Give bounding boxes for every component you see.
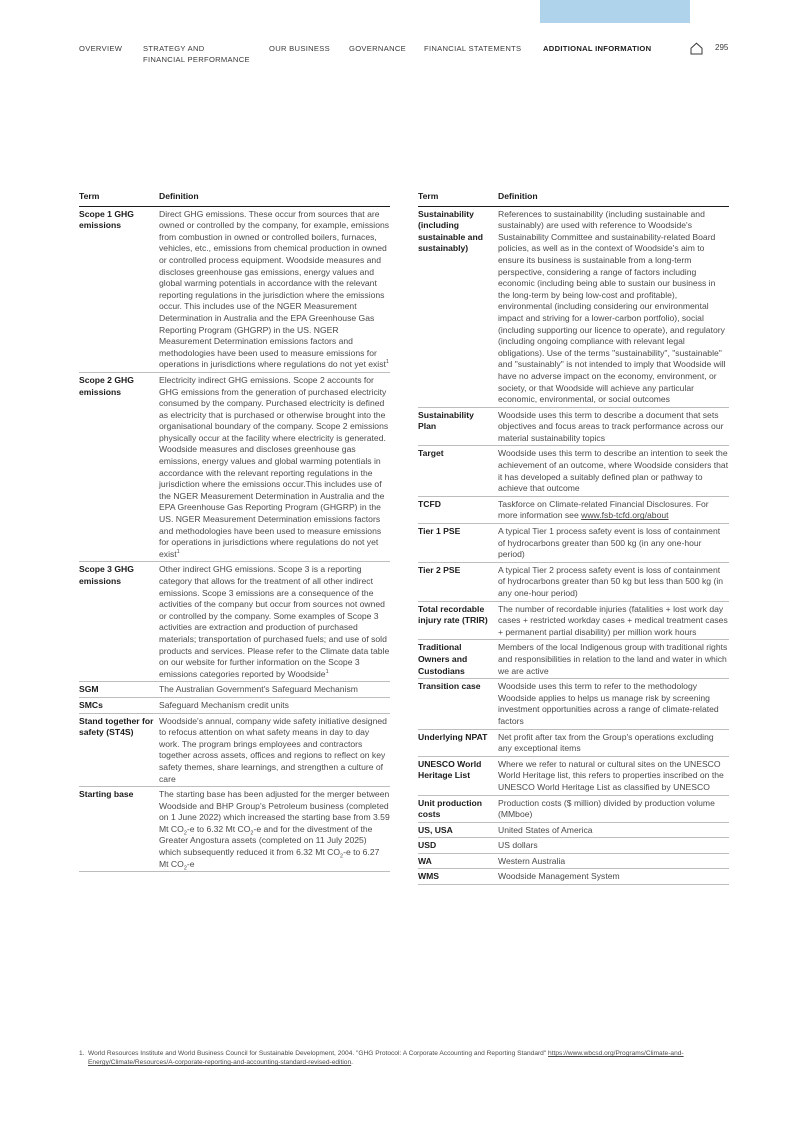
glossary-row	[418, 679, 729, 729]
glossary-term: US, USA	[418, 822, 498, 838]
glossary-definition: Direct GHG emissions. These occur from sources that are owned or controlled by the company, for example, emissions from combustion in owned or controlled boilers, furnaces, vehicles, etc., emissions from chemical production in owned or controlled process equipment. Woodside measures and discloses greenhouse gas emissions, energy values and global warming potentials in accordance with the relevant reporting regulations in the jurisdiction where the emissions occur. This includes use of the NGER Measurement Determination in Australia and the EPA Greenhouse Gas Reporting Program (GHGRP) in the US. NGER Measurement Determination emissions factors and methodologies have been used to measure emissions for operations in jurisdictions where regulations do not yet exist$^1$	[159, 206, 390, 372]
glossary-definition: Other indirect GHG emissions. Scope 3 is a reporting category that allows for the treatment of all other indirect emissions. Scope 3 emissions are a consequence of the activities of the company but occur from sources not owned or controlled by the company. Some examples of Scope 3 activities are extraction and production of purchased materials; transportation of purchased fuels; and use of sold products and services. Please refer to the Climate data table on our website for further information on the Scope 3 emissions categories reported by Woodside$^1$	[159, 562, 390, 682]
glossary-term: Sustainability Plan	[418, 407, 498, 446]
glossary-term: Transition case	[418, 679, 498, 729]
glossary-row	[79, 372, 390, 562]
glossary-row	[418, 729, 729, 756]
glossary-row	[418, 838, 729, 854]
glossary-row	[418, 562, 729, 601]
glossary-term: Tier 1 PSE	[418, 524, 498, 563]
glossary-definition: Woodside's annual, company wide safety initiative designed to refocus attention on what safety means in day to day work. The program brings employees and contractors together across assets, offices and regions to reflect on key safety themes, share learnings, and strengthen a culture of care	[159, 713, 390, 787]
glossary-definition: Taskforce on Climate-related Financial Disclosures. For more information see www.fsb-tcfd.org/about	[498, 496, 729, 523]
glossary-term: SGM	[79, 682, 159, 698]
glossary-row	[79, 713, 390, 787]
glossary-row	[79, 682, 390, 698]
column-header-definition: Definition	[498, 191, 729, 206]
page-number: 295	[715, 43, 729, 52]
glossary-definition: A typical Tier 2 process safety event is loss of containment of hydrocarbons greater than 50 kg but less than 500 kg (in any one-hour period)	[498, 562, 729, 601]
glossary-row	[418, 640, 729, 679]
glossary-definition: Woodside Management System	[498, 869, 729, 885]
footnote-ref: 1	[176, 548, 180, 555]
glossary-row	[79, 697, 390, 713]
column-header-term: Term	[418, 191, 498, 206]
glossary-term: UNESCO World Heritage List	[418, 756, 498, 795]
header-accent-bar	[540, 0, 690, 23]
glossary-row	[79, 206, 390, 372]
nav-our-business[interactable]: OUR BUSINESS	[269, 44, 330, 53]
glossary-definition: Woodside uses this term to describe an intention to seek the achievement of an outcome, where Woodside considers that it has developed a suitably defined plan or pathway to achieve that outcome	[498, 446, 729, 496]
glossary-term: WMS	[418, 869, 498, 885]
glossary-row	[79, 787, 390, 872]
glossary-term: Underlying NPAT	[418, 729, 498, 756]
glossary-definition: Safeguard Mechanism credit units	[159, 697, 390, 713]
glossary-row	[418, 524, 729, 563]
glossary-table-left	[79, 191, 390, 872]
nav-overview[interactable]: OVERVIEW	[79, 44, 123, 53]
glossary-definition: Production costs ($ million) divided by production volume (MMboe)	[498, 795, 729, 822]
nav-additional-information[interactable]: ADDITIONAL INFORMATION	[543, 44, 652, 53]
glossary-row	[418, 206, 729, 407]
glossary-term: Tier 2 PSE	[418, 562, 498, 601]
glossary-term: Target	[418, 446, 498, 496]
column-header-definition: Definition	[159, 191, 390, 206]
glossary-definition: US dollars	[498, 838, 729, 854]
glossary-term: Starting base	[79, 787, 159, 872]
glossary-definition: The Australian Government's Safeguard Mechanism	[159, 682, 390, 698]
glossary-definition: Electricity indirect GHG emissions. Scope 2 accounts for GHG emissions from the generation of purchased electricity consumed by the company. Purchased electricity is defined as electricity that is purchased or otherwise brought into the organisational boundary of the company. Scope 2 emissions physically occur at the facility where electricity is generated. Woodside measures and discloses greenhouse gas emissions, energy values and global warming potentials in accordance with the relevant reporting regulations in the jurisdiction where the emissions occur.This includes use of the NGER Measurement Determination in Australia and the EPA Greenhouse Gas Reporting Program (GHGRP) in the US. NGER Measurement Determination emissions factors and methodologies have been used to measure emissions for operations in jurisdictions where regulations do not yet exist$^1$	[159, 372, 390, 562]
footnote: 1. World Resources Institute and World Business Council for Sustainable Development, 2004. "GHG Protocol: A Corporate Accounting and Reporting Standard" https://www.wbcsd.org/Programs/Climate-and-Energy/Climate/Resources/A-corporate-reporting-and-accounting-standard-revised-edition.	[79, 1050, 684, 1066]
nav-strategy-financial-performance[interactable]: STRATEGY AND FINANCIAL PERFORMANCE	[143, 44, 250, 64]
footnote-ref: 1	[325, 668, 329, 675]
tcfd-link[interactable]: www.fsb-tcfd.org/about	[581, 510, 669, 521]
glossary-term: Scope 3 GHG emissions	[79, 562, 159, 682]
nav-financial-statements[interactable]: FINANCIAL STATEMENTS	[424, 44, 522, 53]
top-navigation	[0, 43, 793, 73]
glossary-definition: Woodside uses this term to describe a document that sets objectives and focus areas to track performance across our material sustainability topics	[498, 407, 729, 446]
glossary-term: Sustainability (including sustainable and sustainably)	[418, 206, 498, 407]
glossary-term: Unit production costs	[418, 795, 498, 822]
glossary-row	[418, 407, 729, 446]
footnote-text: World Resources Institute and World Business Council for Sustainable Development, 2004. "GHG Protocol: A Corporate Accounting and Reporting Standard"	[88, 1050, 549, 1057]
glossary-row	[418, 795, 729, 822]
glossary-term: Scope 2 GHG emissions	[79, 372, 159, 562]
glossary-term: Scope 1 GHG emissions	[79, 206, 159, 372]
glossary-definition: Net profit after tax from the Group's operations excluding any exceptional items	[498, 729, 729, 756]
home-icon[interactable]	[690, 42, 703, 55]
glossary-definition: The starting base has been adjusted for the merger between Woodside and BHP Group's Petroleum business (completed on 1 June 2022) which increased the starting base from 3.59 Mt $CO_2-e$ to 6.32 Mt $CO_2-e$ and for the divestment of the Greater Angostura assets (completed on 11 July 2025) which subsequently reduced it from 6.32 Mt $CO_2-e$ to 6.27 Mt $CO_2-e$	[159, 787, 390, 872]
glossary-term: WA	[418, 853, 498, 869]
glossary-definition: Members of the local Indigenous group with traditional rights and responsibilities in relation to the land and water in which we are active	[498, 640, 729, 679]
glossary-row	[418, 822, 729, 838]
glossary-term: TCFD	[418, 496, 498, 523]
glossary-term: SMCs	[79, 697, 159, 713]
footnote-link[interactable]: https://www.wbcsd.org/Programs/Climate-and-Energy/Climate/Resources/A-corporate-reporting-and-accounting-standard-revised-edition	[88, 1050, 684, 1066]
glossary-row	[418, 446, 729, 496]
glossary-definition: A typical Tier 1 process safety event is loss of containment of hydrocarbons greater than 500 kg (in any one-hour period)	[498, 524, 729, 563]
glossary-definition: The number of recordable injuries (fatalities + lost work day cases + restricted workday cases + medical treatment cases + permanent partial disability) per million work hours	[498, 601, 729, 640]
glossary-row	[418, 756, 729, 795]
column-header-term: Term	[79, 191, 159, 206]
glossary-term: Traditional Owners and Custodians	[418, 640, 498, 679]
glossary-definition: Where we refer to natural or cultural sites on the UNESCO World Heritage list, this refers to properties inscribed on the UNESCO World Heritage List as classified by UNESCO	[498, 756, 729, 795]
glossary-row	[418, 601, 729, 640]
glossary-table-right	[418, 191, 729, 885]
glossary-term: USD	[418, 838, 498, 854]
glossary-row	[418, 869, 729, 885]
glossary-term: Total recordable injury rate (TRIR)	[418, 601, 498, 640]
footnote-ref: 1	[385, 359, 389, 366]
glossary-definition: Western Australia	[498, 853, 729, 869]
glossary-definition: United States of America	[498, 822, 729, 838]
glossary-row	[79, 562, 390, 682]
glossary-term: Stand together for safety (ST4S)	[79, 713, 159, 787]
nav-governance[interactable]: GOVERNANCE	[349, 44, 407, 53]
glossary-definition: Woodside uses this term to refer to the methodology Woodside applies to helps us manage risk by screening investment opportunities across a range of climate-related factors	[498, 679, 729, 729]
glossary-row	[418, 496, 729, 523]
glossary-row	[418, 853, 729, 869]
glossary-definition: References to sustainability (including sustainable and sustainably) are used with reference to Woodside's Sustainability Committee and sustainability-related Board policies, as well as in the context of Woodside's aim to ensure its business is sustainable from a long-term perspective, considering a range of factors including economic (including being able to sustain our business in the long-term by being low-cost and profitable), environmental (including considering our environmental impact and striving for a lower-carbon portfolio), social (including supporting our licence to operate), and regulatory (including ongoing compliance with relevant legal obligations). Use of the terms "sustainability", "sustainable" and "sustainably" is not intended to imply that Woodside will have no adverse impact on the economy, environment, or society, or that Woodside will achieve any particular economic, environmental, or social outcomes	[498, 206, 729, 407]
footnote-number: 1.	[79, 1050, 85, 1057]
